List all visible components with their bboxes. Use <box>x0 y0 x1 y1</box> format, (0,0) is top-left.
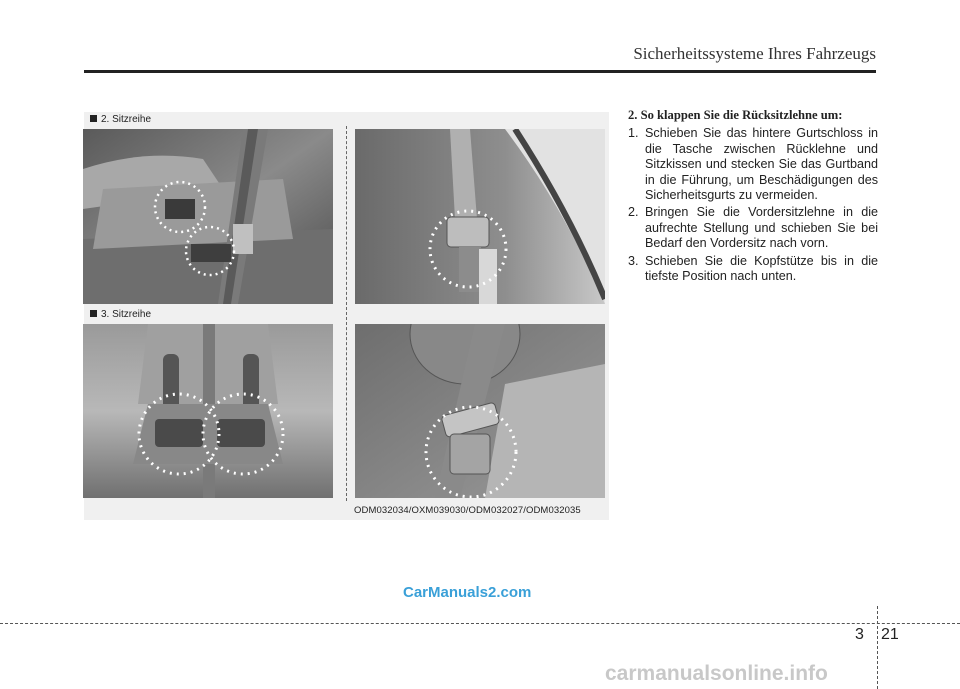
bullet-square-icon <box>90 310 97 317</box>
figure-label-row2: 2. Sitzreihe <box>90 114 151 125</box>
page-index: 21 <box>881 626 899 643</box>
step-text: Bringen Sie die Vordersitzlehne in die aufrechte Stellung und schieben Sie bei Bedarf den Vordersitz nach vorn. <box>645 205 878 251</box>
photo-third-row-seat <box>83 324 333 498</box>
watermark-link[interactable]: CarManuals2.com <box>403 584 532 601</box>
photo-buckle-pocket <box>355 129 605 304</box>
step-number: 2. <box>628 205 639 220</box>
step-number: 3. <box>628 253 639 268</box>
figure-divider <box>346 126 347 501</box>
instructions <box>628 108 878 286</box>
photo-belt-tongue <box>355 324 605 498</box>
step-item <box>628 254 878 285</box>
instructions-heading: 2. So klappen Sie die Rücksitzlehne um: <box>628 108 843 122</box>
bullet-square-icon <box>90 115 97 122</box>
photo-second-row-seat <box>83 129 333 304</box>
page-number-separator <box>877 606 878 689</box>
step-item <box>628 205 878 251</box>
figure-label-row3: 3. Sitzreihe <box>90 309 151 320</box>
step-item <box>628 126 878 203</box>
header-rule <box>84 70 876 73</box>
figure-image-codes: ODM032034/OXM039030/ODM032027/ODM032035 <box>354 505 581 516</box>
chapter-number: 3 <box>855 626 864 643</box>
step-number: 1. <box>628 126 639 141</box>
step-text: Schieben Sie das hintere Gurtschloss in die Tasche zwischen Rücklehne und Sitzkissen und stecken Sie das Gurtband in die Führung, um Beschädigungen des Sicherheitsgurts zu vermeiden. <box>645 126 878 203</box>
step-text: Schieben Sie die Kopfstütze bis in die tiefste Position nach unten. <box>645 253 878 284</box>
footer-rule <box>0 623 960 624</box>
chapter-title: Sicherheitssysteme Ihres Fahrzeugs <box>633 44 876 63</box>
site-watermark: carmanualsonline.info <box>605 662 828 685</box>
